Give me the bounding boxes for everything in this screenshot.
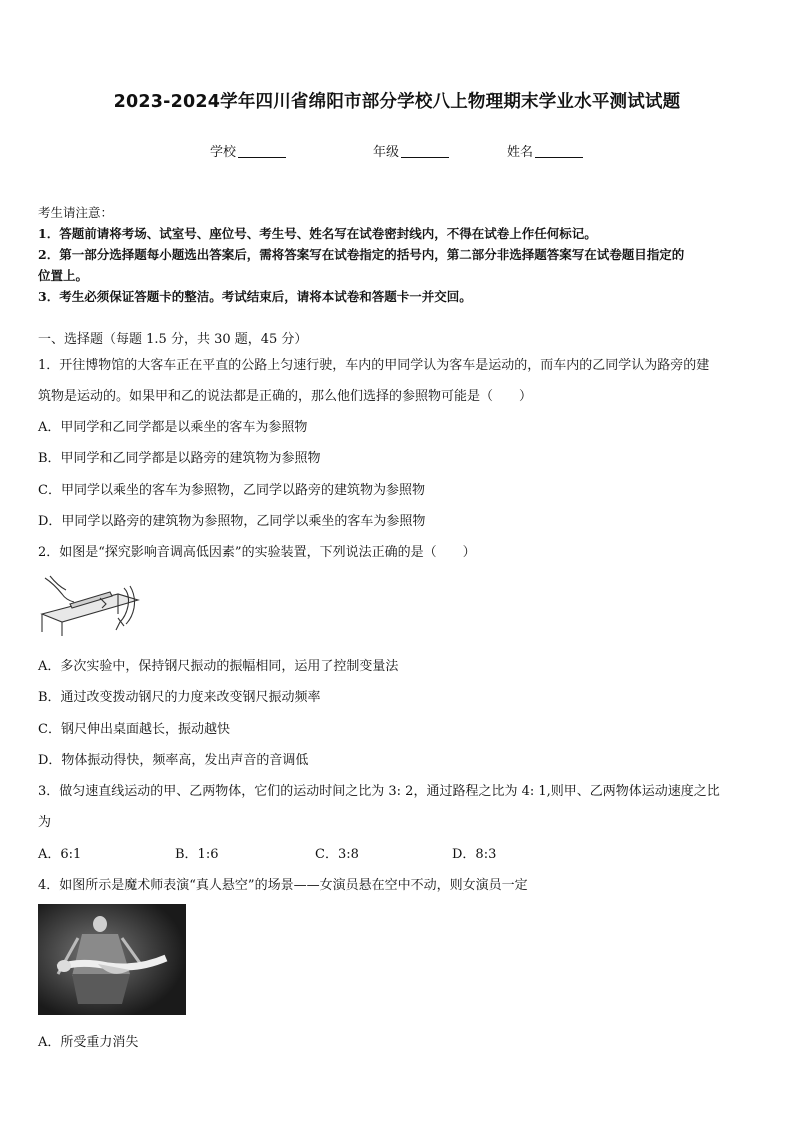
option-a: A．所受重力消失: [38, 1035, 139, 1050]
school-blank: [238, 145, 286, 158]
grade-blank: [401, 145, 449, 158]
grade-field: [373, 141, 449, 160]
option-c: C．甲同学以乘坐的客车为参照物，乙同学以路旁的建筑物为参照物: [38, 483, 425, 498]
option-d: D．甲同学以路旁的建筑物为参照物，乙同学以乘坐的客车为参照物: [38, 514, 426, 529]
option-c: C．3:8: [315, 847, 359, 862]
option-b: B．1:6: [175, 847, 219, 862]
option-c: C．钢尺伸出桌面越长，振动越快: [38, 722, 230, 737]
option-d: D．物体振动得快，频率高，发出声音的音调低: [38, 753, 309, 768]
question-stem: 4．如图所示是魔术师表演“真人悬空”的场景——女演员悬在空中不动，则女演员一定: [38, 878, 528, 893]
question-stem: 筑物是运动的。如果甲和乙的说法都是正确的，那么他们选择的参照物可能是（ ）: [38, 389, 533, 404]
section-heading: 一、选择题（每题 1.5 分，共 30 题，45 分）: [38, 332, 308, 347]
ruler-experiment-figure: [40, 574, 140, 638]
notice-item: 3．考生必须保证答题卡的整洁。考试结束后，请将本试卷和答题卡一并交回。: [38, 289, 472, 304]
notice-item: 位置上。: [38, 268, 89, 283]
option-a: A．甲同学和乙同学都是以乘坐的客车为参照物: [38, 420, 308, 435]
levitation-photo: [38, 904, 186, 1015]
school-label: 学校: [210, 145, 237, 160]
option-d: D．8:3: [452, 847, 497, 862]
page-title: 2023-2024学年四川省绵阳市部分学校八上物理期末学业水平测试试题: [113, 92, 681, 112]
option-a: A．6:1: [38, 847, 82, 862]
notice-item: 1．答题前请将考场、试室号、座位号、考生号、姓名写在试卷密封线内，不得在试卷上作任何标记。: [38, 226, 597, 241]
school-field: [210, 141, 286, 160]
option-b: B．甲同学和乙同学都是以路旁的建筑物为参照物: [38, 451, 321, 466]
question-stem: 为: [38, 815, 52, 830]
notice-heading: 考生请注意：: [38, 205, 114, 220]
grade-label: 年级: [373, 145, 400, 160]
question-stem: 2．如图是“探究影响音调高低因素”的实验装置，下列说法正确的是（ ）: [38, 545, 476, 560]
option-a: A．多次实验中，保持钢尺振动的振幅相同，运用了控制变量法: [38, 659, 399, 674]
name-blank: [535, 145, 583, 158]
name-field: [507, 141, 583, 160]
notice-item: 2．第一部分选择题每小题选出答案后，需将答案写在试卷指定的括号内，第二部分非选择题答案写在试卷题目指定的: [38, 247, 685, 262]
question-stem: 3．做匀速直线运动的甲、乙两物体，它们的运动时间之比为 3: 2，通过路程之比为 4: 1,则甲、乙两物体运动速度之比: [38, 784, 720, 799]
name-label: 姓名: [507, 145, 534, 160]
question-stem: 1．开往博物馆的大客车正在平直的公路上匀速行驶，车内的甲同学认为客车是运动的，而车内的乙同学认为路旁的建: [38, 358, 710, 373]
option-b: B．通过改变拨动钢尺的力度来改变钢尺振动频率: [38, 690, 321, 705]
